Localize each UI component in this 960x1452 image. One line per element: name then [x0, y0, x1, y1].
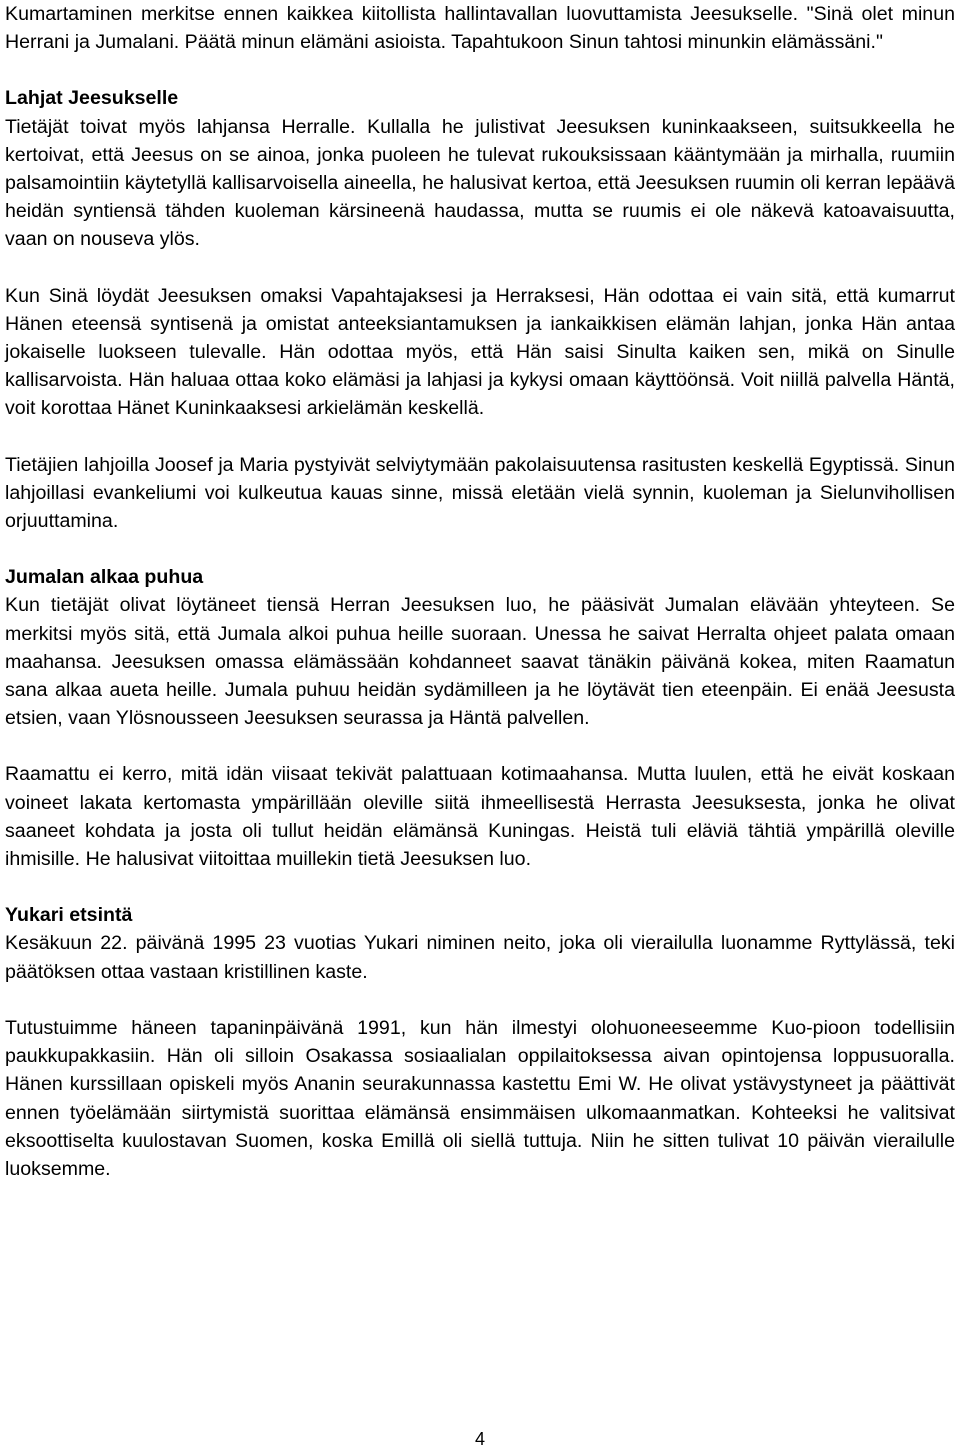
- document-page: [5, 0, 955, 1183]
- body-paragraph: Tutustuimme häneen tapaninpäivänä 1991, kun hän ilmestyi olohuoneeseemme Kuo-pioon todellisiin paukkupakkasiin. Hän oli silloin Osakassa sosiaalialan oppilaitoksessa aivan opintojensa loppusuoralla. Hänen kurssillaan opiskeli myös Ananin seurakunnassa kastettu Emi W. He olivat ystävystyneet ja päättivät ennen työelämään siirtymistä suorittaa elämänsä ensimmäisen ulkomaanmatkan. Kohteeksi he valitsivat eksoottiselta kuulostavan Suomen, koska Emillä oli siellä tuttuja. Niin he sitten tulivat 10 päivän vierailulle luoksemme.: [5, 1016, 955, 1180]
- section-jumalan-alkaa-puhua: [5, 563, 955, 873]
- section-lahjat-jeesukselle: [5, 84, 955, 535]
- body-paragraph: Kesäkuun 22. päivänä 1995 23 vuotias Yukari niminen neito, joka oli vierailulla luonamme Ryttylässä, teki päätöksen ottaa vastaan kristillinen kaste.: [5, 932, 955, 983]
- body-paragraph: Kun Sinä löydät Jeesuksen omaksi Vapahtajaksesi ja Herraksesi, Hän odottaa ei vain sitä, että kumarrut Hänen eteensä syntisenä ja omistat anteeksiantamuksen ja iankaikkisen elämän lahjan, jonka Hän antaa jokaiselle luokseen tulevalle. Hän odottaa myös, että Hän saisi Sinulta kaiken sen, mikä on Sinulle kallisarvoista. Hän haluaa ottaa koko elämäsi ja lahjasi ja kykysi omaan käyttöönsä. Voit niillä palvella Häntä, voit korottaa Hänet Kuninkaaksesi arkielämän keskellä.: [5, 284, 955, 420]
- intro-paragraph: Kumartaminen merkitse ennen kaikkea kiitollista hallintavallan luovuttamista Jeesukselle. "Sinä olet minun Herrani ja Jumalani. Päätä minun elämäni asioista. Tapahtukoon Sinun tahtosi minunkin elämässäni.": [5, 3, 955, 54]
- body-paragraph: Tietäjät toivat myös lahjansa Herralle. Kullalla he julistivat Jeesuksen kuninkaakseen, suitsukkeella he kertoivat, että Jeesus on se ainoa, jonka puoleen he tulevat rukouksissaan kääntymään ja mirhalla, ruumiin palsamointiin käytetyllä kallisarvoisella aineella, he halusivat kertoa, että Jeesuksen ruumin oli kerran lepäävä heidän syntiensä tähden kuoleman kärsineenä haudassa, mutta se ruumis ei ole näkevä katoavaisuutta, vaan on nouseva ylös.: [5, 115, 955, 251]
- section-yukari-etsinta: [5, 901, 955, 1183]
- section-heading: Lahjat Jeesukselle: [5, 87, 179, 110]
- section-heading: Jumalan alkaa puhua: [5, 566, 204, 589]
- body-paragraph: Tietäjien lahjoilla Joosef ja Maria pystyivät selviytymään pakolaisuutensa rasitusten keskellä Egyptissä. Sinun lahjoillasi evankeliumi voi kulkeutua kauas sinne, missä eletään vielä synnin, kuoleman ja Sielunvihollisen orjuuttamina.: [5, 453, 955, 533]
- body-paragraph: Kun tietäjät olivat löytäneet tiensä Herran Jeesuksen luo, he pääsivät Jumalan elävään yhteyteen. Se merkitsi myös sitä, että Jumala alkoi puhua heille suoraan. Unessa he saivat Herralta ohjeet palata omaan maahansa. Jeesuksen omassa elämässään kohdanneet saavat tänäkin päivänä kokea, miten Raamatun sana alkaa aueta heille. Jumala puhuu heidän sydämilleen ja he löytävät tien eteenpäin. Ei enää Jeesusta etsien, vaan Ylösnousseen Jeesuksen seurassa ja Häntä palvellen.: [5, 594, 955, 730]
- section-heading: Yukari etsintä: [5, 904, 133, 927]
- page-number: 4: [474, 1429, 485, 1449]
- body-paragraph: Raamattu ei kerro, mitä idän viisaat tekivät palattuaan kotimaahansa. Mutta luulen, että he eivät koskaan voineet lakata kertomasta ympärillään oleville siitä ihmeellisestä Herrasta Jeesuksesta, jonka he olivat saaneet kohdata ja josta oli tullut heidän elämänsä Kuningas. Heistä tuli eläviä tähtiä ympärillä oleville ihmisille. He halusivat viitoittaa muillekin tietä Jeesuksen luo.: [5, 763, 955, 871]
